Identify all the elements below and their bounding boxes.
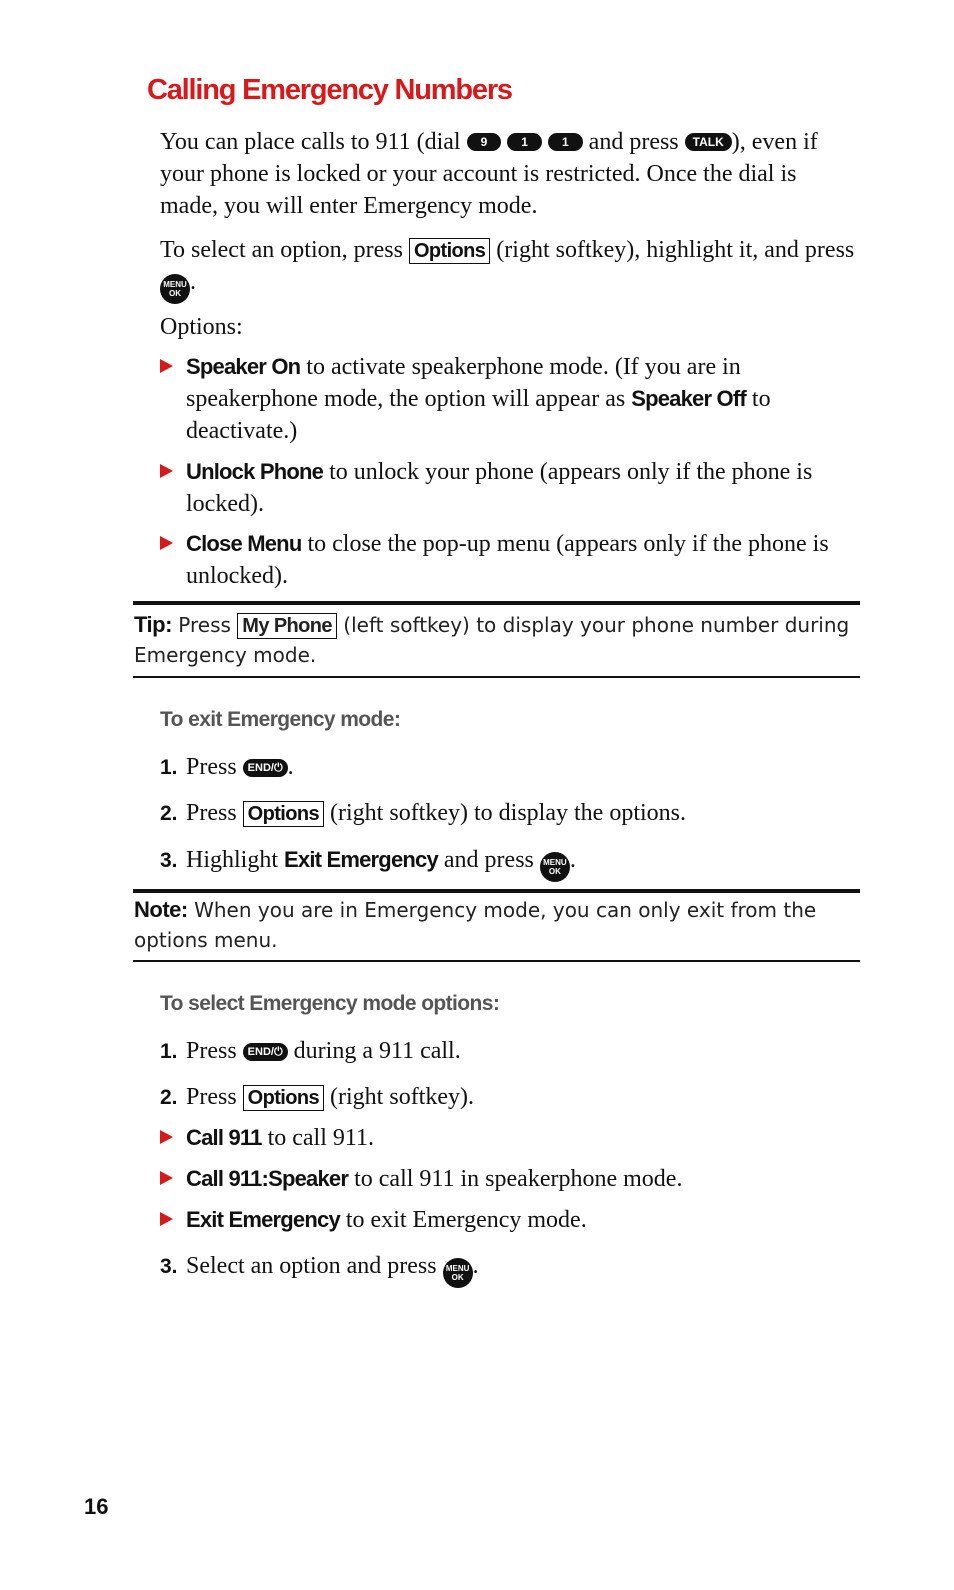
list-item (160, 1204, 860, 1236)
bullet-text: to close the pop-up menu (appears only if the phone is unlocked). (186, 531, 829, 589)
options-label: Options: (160, 314, 243, 340)
list-item (160, 456, 860, 520)
bullet-text: to activate speakerphone mode. (If you are in speakerphone mode, the option will appear as (186, 354, 741, 412)
step-text: (right softkey) to display the options. (324, 800, 686, 826)
key-1-icon: 1 (507, 133, 542, 151)
step-text: during a 911 call. (287, 1038, 461, 1064)
intro-text-1: You can place calls to 911 (dial (160, 129, 467, 155)
step-text: Press (186, 1084, 243, 1110)
bullet-arrow-icon (160, 359, 173, 373)
key-9-icon: 9 (467, 133, 502, 151)
menu-key-label: MENU (445, 1264, 470, 1273)
ok-key-label: OK (169, 289, 181, 298)
bullet-keyword: Speaker Off (631, 386, 746, 411)
key-1-icon: 1 (548, 133, 583, 151)
list-item (160, 528, 860, 592)
step-number: 3. (160, 1255, 178, 1278)
bullet-keyword: Unlock Phone (186, 459, 324, 484)
step-text: . (472, 1253, 479, 1279)
menu-key-label: MENU (163, 280, 187, 289)
note-lead: Note: (134, 897, 188, 922)
bullet-arrow-icon (160, 536, 173, 550)
list-item (160, 1122, 860, 1154)
menu-ok-key-icon (160, 274, 190, 304)
select-text-1: To select an option, press (160, 237, 409, 263)
list-item (160, 1035, 860, 1068)
list-item (160, 844, 860, 882)
note-top-rule (133, 889, 860, 893)
step-number: 1. (160, 1040, 178, 1063)
options-softkey-icon: Options (243, 801, 324, 827)
bullet-keyword: Call 911:Speaker (186, 1166, 349, 1191)
bullet-text: to call 911. (261, 1125, 374, 1151)
step-text: Press (186, 754, 243, 780)
bullet-keyword: Close Menu (186, 531, 302, 556)
page-number: 16 (84, 1494, 109, 1519)
ok-key-label: OK (451, 1273, 464, 1282)
list-item (160, 351, 860, 447)
menu-ok-key-icon (443, 1258, 473, 1288)
step-text: (right softkey). (324, 1084, 474, 1110)
bullet-arrow-icon (160, 464, 173, 478)
note-box (134, 895, 854, 955)
list-item (160, 1163, 860, 1195)
options-softkey-icon: Options (243, 1085, 324, 1111)
exit-heading: To exit Emergency mode: (160, 708, 401, 731)
list-item (160, 751, 860, 784)
step-text: Highlight (186, 847, 285, 873)
tip-top-rule (133, 601, 860, 605)
end-key-icon: END/⏻ (243, 1043, 288, 1061)
select-text-2: (right softkey), highlight it, and press (490, 237, 855, 263)
bullet-text: to deactivate.) (186, 386, 771, 444)
select-heading: To select Emergency mode options: (160, 992, 500, 1015)
list-item (160, 797, 860, 830)
step-text: Press (186, 800, 243, 826)
section-title: Calling Emergency Numbers (147, 74, 512, 106)
tip-text-2: (left softkey) to display your phone number during Emergency mode. (134, 613, 850, 667)
step-number: 2. (160, 802, 178, 825)
tip-lead: Tip: (134, 612, 172, 637)
select-text-3: . (190, 269, 196, 295)
step-text: . (287, 754, 294, 780)
bullet-text: to call 911 in speakerphone mode. (348, 1166, 683, 1192)
talk-key-icon: TALK (685, 133, 732, 151)
bullet-keyword: Call 911 (186, 1125, 262, 1150)
step-text: and press (437, 847, 540, 873)
my-phone-softkey-icon: My Phone (237, 613, 337, 639)
bullet-keyword: Exit Emergency (186, 1207, 340, 1232)
step-text: . (569, 847, 576, 873)
bullet-text: to unlock your phone (appears only if the phone is locked). (186, 459, 813, 517)
list-item (160, 1081, 860, 1114)
menu-ok-key-icon (540, 852, 570, 882)
step-number: 2. (160, 1086, 178, 1109)
bullet-arrow-icon (160, 1212, 173, 1226)
list-item (160, 1250, 860, 1288)
ok-key-label: OK (548, 867, 561, 876)
bullet-text: to exit Emergency mode. (339, 1207, 587, 1233)
bullet-keyword: Speaker On (186, 354, 301, 379)
note-text: When you are in Emergency mode, you can only exit from the options menu. (134, 898, 817, 952)
step-keyword: Exit Emergency (284, 847, 438, 872)
tip-bottom-rule (133, 676, 860, 678)
step-text: Select an option and press (186, 1253, 443, 1279)
tip-text-1: Press (171, 613, 238, 637)
tip-box (134, 610, 854, 670)
step-number: 3. (160, 849, 178, 872)
menu-key-label: MENU (543, 858, 567, 867)
step-number: 1. (160, 756, 178, 779)
bullet-arrow-icon (160, 1171, 173, 1185)
step-text: Press (186, 1038, 243, 1064)
end-key-icon: END/⏻ (243, 759, 288, 777)
bullet-arrow-icon (160, 1130, 173, 1144)
select-option-paragraph (160, 234, 860, 304)
note-bottom-rule (133, 960, 860, 962)
intro-paragraph (160, 126, 860, 222)
options-softkey-icon: Options (409, 238, 490, 264)
intro-text-3: ), even if your phone is locked or your account is restricted. Once the dial is made, you will enter Emergency mode. (160, 129, 818, 219)
intro-text-2: and press (582, 129, 685, 155)
